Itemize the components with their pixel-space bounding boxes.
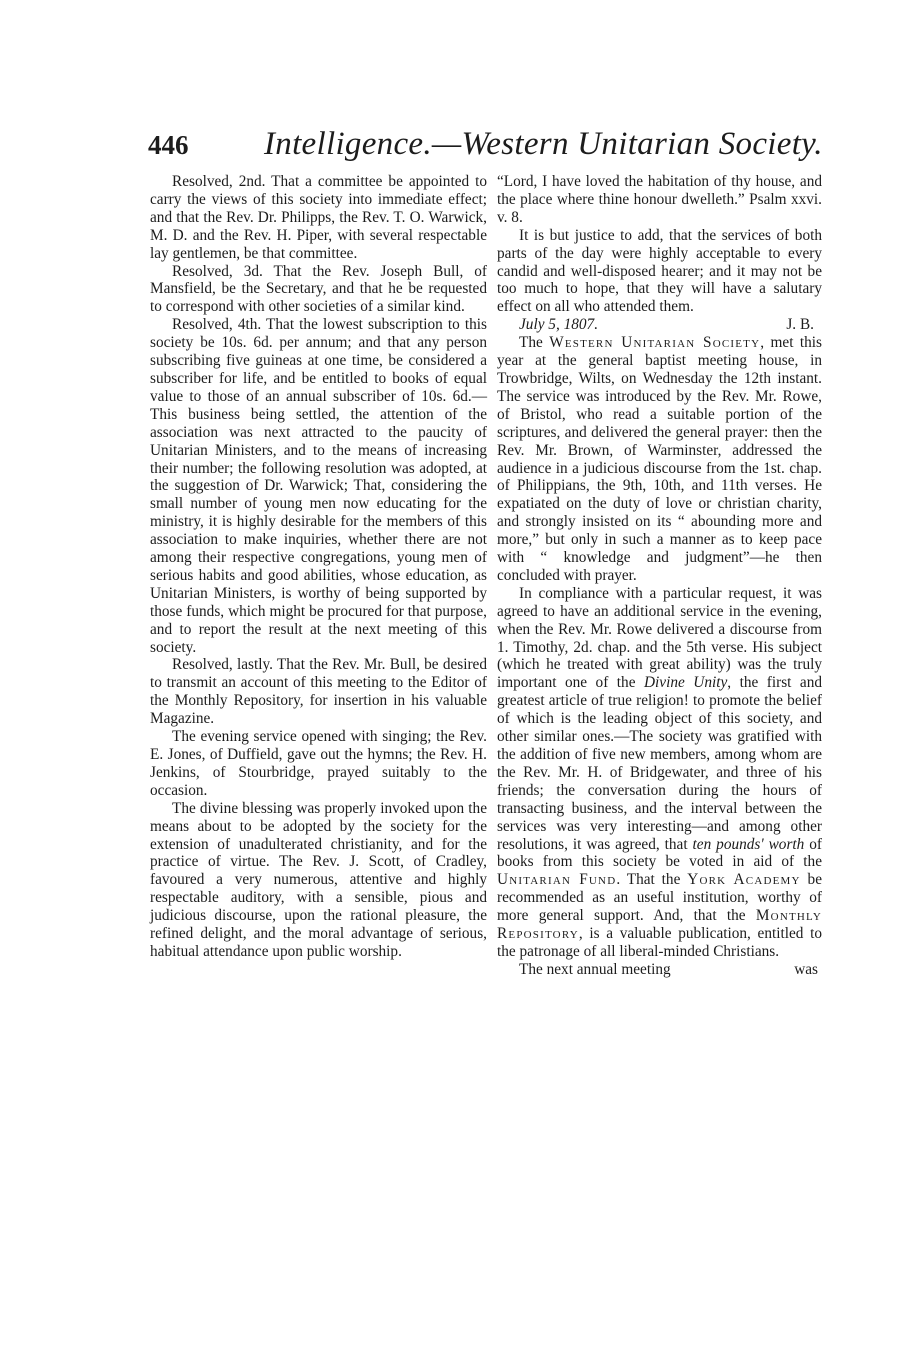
running-header — [148, 118, 834, 168]
unitarian-fund: Unitarian Fund — [497, 871, 617, 889]
catchword: was — [794, 960, 818, 978]
society-name: Western Unitarian Society — [549, 334, 761, 352]
ten-pounds: ten pounds' worth — [692, 835, 805, 853]
divine-unity: Divine Unity — [644, 674, 728, 692]
date: July 5, 1807. — [519, 316, 599, 334]
paragraph-compliance — [497, 585, 822, 961]
catch-text: The next annual meeting — [519, 960, 671, 978]
running-title: Intelligence.—Western Unitarian Society. — [264, 126, 823, 162]
compliance-text-f: , is a valuable publication, entitled to the patronage of all liberal-minded Christians. — [497, 925, 822, 960]
paragraph-justice: It is but justice to add, that the services of both parts of the day were highly acceptable to every candid and well-disposed hearer; and it may not be too much to hope, that they will have a salutary effect on all who attended them. — [497, 226, 822, 316]
compliance-text-d: . That the — [616, 871, 688, 889]
compliance-text-c: of books from this society be voted in aid of the — [497, 835, 822, 871]
paragraph-evening-service: The evening service opened with singing; the Rev. E. Jones, of Duffield, gave out the hymns; the Rev. H. Jenkins, of Stourbridge, prayed suitably to the occasion. — [150, 728, 487, 799]
signature: J. B. — [786, 316, 814, 334]
compliance-text-a: In compliance with a particular request, it was agreed to have an additional service in the evening, when the Rev. Mr. Rowe delivered a discourse from 1. Timothy, 2d. chap. and the 5th verse. His subject (which he treated with great ability) was the truly important one of the — [497, 584, 822, 692]
paragraph-resolved-3d: Resolved, 3d. That the Rev. Joseph Bull, of Mansfield, be the Secretary, and that he be requested to correspond with other societies of a similar kind. — [150, 262, 487, 316]
york-academy: York Academy — [687, 871, 801, 889]
right-column — [497, 173, 822, 979]
page-number: 446 — [148, 130, 189, 160]
paragraph-divine-blessing: The divine blessing was properly invoked upon the means about to be adopted by the society for the extension of unadulterated christianity, and for the practice of virtue. The Rev. J. Scott, of Cradley, favoured a very numerous, attentive and highly respectable auditory, with a sensible, pious and judicious discourse, upon the rational pleasure, the refined delight, and the moral advantage of serious, habitual attendance upon public worship. — [150, 799, 487, 960]
western-prefix: The — [519, 334, 550, 352]
left-column — [150, 173, 487, 961]
monthly-repository: Monthly Repository — [497, 907, 822, 943]
paragraph-resolved-4th: Resolved, 4th. That the lowest subscription to this society be 10s. 6d. per annum; and that any person subscribing five guineas at one time, be considered a subscriber for life, and be entitled to books of equal value to those of an annual subscriber of 10s. 6d.—This business being settled, the attention of the association was next attracted to the paucity of Unitarian Ministers, and to the means of increasing their number; the following resolution was adopted, at the suggestion of Dr. Warwick; That, considering the small number of young men now educating for the ministry, it is highly desirable for the members of this association to make inquiries, whether there are not among their respective congregations, young men of serious habits and good abilities, whose education, as Unitarian Ministers, is worthy of being supported by those funds, which might be procured for that purpose, and to report the result at the next meeting of this society. — [150, 316, 487, 656]
dateline — [497, 316, 822, 334]
western-rest: , met this year at the general baptist meeting house, in Trowbridge, Wilts, on Wednesday the 12th instant. The service was introduced by the Rev. Mr. Rowe, of Bristol, who read a suitable portion of the scriptures, and delivered the general prayer: then the Rev. Mr. Brown, of Warminster, addressed the audience in a judicious discourse from the 1st. chap. of Philippians, the 9th, 10th, and 11th verses. He expatiated on the duty of love or christian charity, and strongly insisted on its “ abounding more and more,” but only in such a manner as to keep pace with “ knowledge and judgment”—he then concluded with prayer. — [497, 334, 822, 584]
paragraph-resolved-2nd: Resolved, 2nd. That a committee be appointed to carry the views of this society into immediate effect; and that the Rev. Dr. Philipps, the Rev. T. O. Warwick, M. D. and the Rev. H. Piper, with several respectable lay gentlemen, be that committee. — [150, 173, 487, 262]
compliance-text-b: , the first and greatest article of true religion! to promote the belief of which is the leading object of this society, and other similar ones.—The society was gratified with the addition of five new members, among whom are the Rev. Mr. H. of Bridgewater, and three of his friends; the conversation during the hours of transacting business, and the interval between the services was very interesting—and among other resolutions, it was agreed, that — [497, 674, 822, 853]
paragraph-western-society — [497, 334, 822, 585]
paragraph-resolved-lastly: Resolved, lastly. That the Rev. Mr. Bull, be desired to transmit an account of this meeting to the Editor of the Monthly Repository, for insertion in his valuable Magazine. — [150, 656, 487, 728]
quote-psalm: “Lord, I have loved the habitation of thy house, and the place where thine honour dwelleth.” Psalm xxvi. v. 8. — [497, 173, 822, 226]
catch-line — [497, 961, 822, 979]
compliance-text-e: be recommended as an useful institution, worthy of more general support. And, that the — [497, 871, 822, 925]
